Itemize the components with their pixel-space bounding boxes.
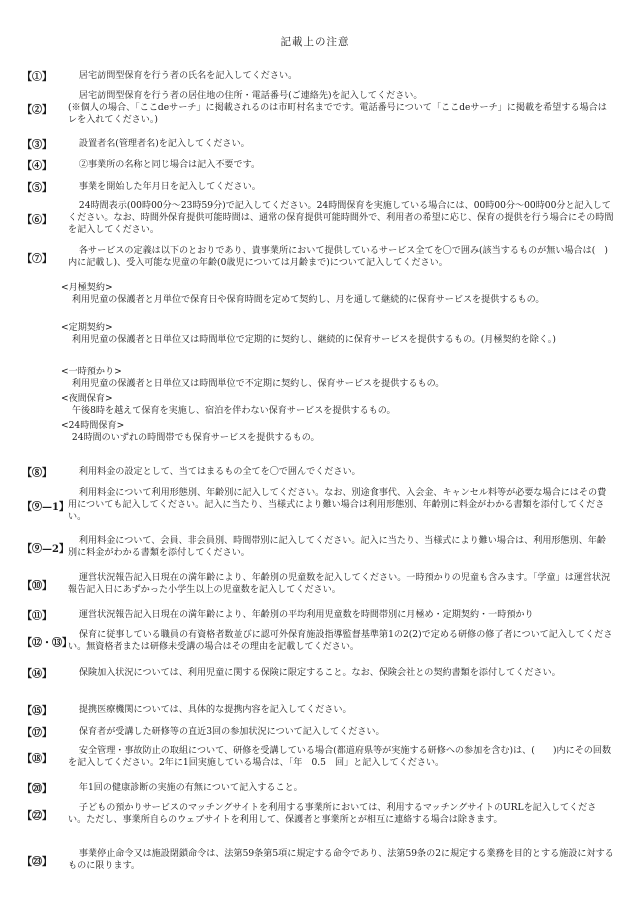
item-text — [68, 90, 614, 126]
note-item-20 — [22, 780, 614, 795]
definition-text: 午後8時を越えて保育を実施し、宿泊を伴わない保育サービスを提供するもの。 — [71, 406, 396, 416]
definition-temporary — [61, 366, 614, 390]
definition-night — [61, 393, 614, 417]
page-title: 記載上の注意 — [280, 36, 350, 48]
note-item-17 — [22, 724, 614, 739]
item-text: 運営状況報告記入日現在の満年齢により、年齢別の平均利用児童数を時間帯別に月極め・定期契約・一時預かり — [78, 609, 534, 620]
definition-heading: <月極契約> — [61, 283, 113, 293]
note-item-12-13 — [22, 629, 614, 653]
note-item-4 — [22, 157, 614, 172]
item-number: 【③】 — [22, 140, 52, 151]
note-item-3 — [22, 136, 614, 151]
item-number: 【⑭】 — [22, 669, 52, 680]
item-text: 利用料金について、会員、非会員別、時間帯別に記入してください。記入に当たり、当様式により難い場合は、利用形態別、年齢別に料金がわかる書類を添付してください。 — [68, 536, 606, 558]
item-text: 事業停止命令又は施設閉鎖命令は、法第59条第5項に規定する命令であり、法第59条の2に規定する業務を目的とする施設に対するものに限ります。 — [68, 849, 614, 871]
note-item-22 — [22, 802, 614, 826]
item-text: 事業を開始した年月日を記入してください。 — [78, 181, 261, 192]
item-number: 【⑰】 — [22, 728, 52, 739]
item-text: 24時間表示(00時00分～23時59分)で記入してください。24時間保育を実施している場合には、00時00分～00時00分と記入してください。なお、時間外保育提供可能時間は、通常の保育提供可能時間外で、利用者の希望に応じ、保育の提供を行う場合にその時間を記入してください。 — [68, 201, 614, 235]
item-number: 【㉓】 — [22, 856, 52, 868]
note-item-1 — [22, 68, 614, 83]
item-text: 保育者が受講した研修等の直近3回の参加状況について記入してください。 — [78, 726, 385, 737]
item-number: 【㉒】 — [22, 810, 52, 822]
item-text: 設置者名(管理者名)を記入してください。 — [78, 138, 250, 149]
item-number: 【⑤】 — [22, 183, 52, 194]
item-number: 【⑫・⑬】 — [22, 637, 72, 649]
item-number: 【⑱】 — [22, 753, 52, 765]
definition-regular — [61, 322, 614, 346]
definition-heading: <24時間保育> — [61, 421, 125, 431]
item-text: 運営状況報告記入日現在の満年齢により、年齢別の児童数を記入してください。一時預かりの児童も含みます。「学童」は運営状況報告記入日にあずかった小学生以上の児童数を記入してください。 — [68, 573, 611, 595]
item-text: 利用料金について利用形態別、年齢別に記入してください。なお、別途食事代、入会金、キャンセル料等が必要な場合にはその費用についても記入してください。記入に当たり、当様式により難い場合は利用形態別、年齢別に料金がわかる書類を添付してください。 — [68, 488, 607, 522]
definition-text: 利用児童の保護者と日単位又は時間単位で不定期に契約し、保育サービスを提供するもの。 — [71, 379, 445, 389]
item-number: 【⑥】 — [22, 214, 52, 226]
note-item-10 — [22, 572, 614, 596]
item-number: 【⑨—1】 — [22, 501, 69, 513]
item-number: 【①】 — [22, 72, 52, 83]
item-text: 保育に従事している職員の有資格者数並びに認可外保育施設指導監督基準第1の2(2)で定める研修の修了者について記入してください。無資格者または研修未受講の場合はその理由を記載してください。 — [68, 630, 613, 652]
item-number: 【⑳】 — [22, 784, 52, 795]
item-text: 保険加入状況については、利用児童に関する保険に限定すること。なお、保険会社との契約書類を添付してください。 — [78, 667, 561, 678]
item-number: 【⑨—2】 — [22, 543, 69, 555]
item-number: 【⑧】 — [22, 468, 52, 479]
note-item-18 — [22, 745, 614, 769]
note-item-23 — [22, 848, 614, 872]
item-text-note: (※個人の場合、「ここdeサーチ」に掲載されるのは市町村名までです。電話番号について「ここdeサーチ」に掲載を希望する場合はレを入れてください。) — [68, 103, 607, 125]
definition-text: 利用児童の保護者と月単位で保育日や保育時間を定めて契約し、月を通して継続的に保育サービスを提供するもの。 — [71, 295, 545, 305]
item-text: 各サービスの定義は以下のとおりであり、貴事業所において提供しているサービス全てを〇で囲み(該当するものが無い場合は( )内に記載し)、受入可能な児童の年齢(0歳児については月齢まで)について記入してください。 — [68, 246, 608, 268]
note-item-6 — [22, 200, 614, 236]
note-item-8 — [22, 464, 614, 479]
item-number: 【⑮】 — [22, 706, 52, 717]
note-item-2 — [22, 90, 614, 126]
item-text: 居宅訪問型保育を行う者の氏名を記入してください。 — [78, 70, 298, 81]
item-number: 【⑩】 — [22, 580, 52, 592]
definition-text: 24時間のいずれの時間帯でも保育サービスを提供するもの。 — [71, 433, 320, 443]
definition-24h — [61, 420, 614, 444]
note-item-7 — [22, 245, 614, 269]
item-text: ②事業所の名称と同じ場合は記入不要です。 — [78, 159, 261, 170]
note-item-9-1 — [22, 487, 614, 523]
item-text: 提携医療機関については、具体的な提携内容を記入してください。 — [78, 704, 352, 715]
note-item-5 — [22, 179, 614, 194]
note-item-14 — [22, 665, 614, 680]
item-text: 安全管理・事故防止の取組について、研修を受講している場合(都道府県等が実施する研修への参加を含む)は、( )内にその回数を記入してください。2年に1回実施している場合は、「年 0.5 回」と記入してください。 — [68, 746, 612, 768]
definition-text: 利用児童の保護者と日単位又は時間単位で定期的に契約し、継続的に保育サービスを提供するもの。(月極契約を除く。) — [71, 335, 556, 345]
definition-heading: <定期契約> — [61, 323, 113, 333]
note-item-11 — [22, 607, 614, 622]
note-item-15 — [22, 702, 614, 717]
item-number: 【②】 — [22, 104, 52, 116]
definition-heading: <夜間保育> — [61, 394, 113, 404]
note-item-9-2 — [22, 535, 614, 559]
definition-heading: <一時預かり> — [61, 367, 122, 377]
item-number: 【⑪】 — [22, 611, 52, 622]
item-text-main: 居宅訪問型保育を行う者の居住地の住所・電話番号(ご連絡先)を記入してください。 — [78, 91, 423, 101]
item-text: 年1回の健康診断の実施の有無について記入すること。 — [78, 782, 303, 793]
item-number: 【④】 — [22, 161, 52, 172]
definition-monthly — [61, 282, 614, 306]
item-number: 【⑦】 — [22, 253, 52, 265]
item-text: 利用料金の設定として、当てはまるもの全てを〇で囲んでください。 — [78, 466, 361, 477]
item-text: 子どもの預かりサービスのマッチングサイトを利用する事業所においては、利用するマッチングサイトのURLを記入してください。ただし、事業所自らのウェブサイトを利用して、保護者と事業所とが相互に連絡する場合は除きます。 — [68, 803, 597, 825]
